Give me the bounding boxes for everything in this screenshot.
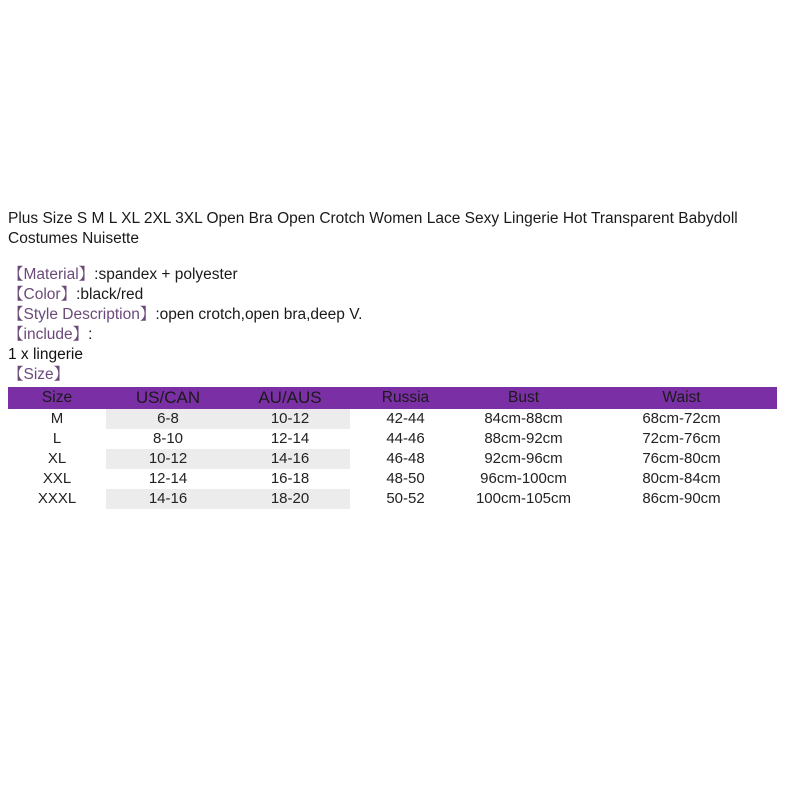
cell-au-aus: 18-20 <box>230 489 350 509</box>
spec-value: :black/red <box>76 286 144 303</box>
header-size: Size <box>8 387 106 409</box>
spec-include: 【include】: <box>8 326 93 343</box>
spec-color: 【Color】:black/red <box>8 286 144 303</box>
table-row <box>8 449 777 469</box>
cell-size: XXL <box>42 470 72 487</box>
table-row <box>8 489 777 509</box>
spec-material: 【Material】:spandex + polyester <box>8 266 238 283</box>
cell-us-can: 8-10 <box>152 430 184 447</box>
cell-us-can: 6-8 <box>106 409 230 429</box>
size-heading-label: Size <box>23 366 54 383</box>
spec-style-description: 【Style Description】:open crotch,open bra,deep V. <box>8 306 363 323</box>
spec-label: Material <box>23 266 79 283</box>
cell-bust: 88cm-92cm <box>484 430 563 447</box>
spec-label: Style Description <box>23 306 140 323</box>
cell-russia: 50-52 <box>386 490 425 507</box>
cell-size: M <box>50 410 64 427</box>
cell-waist: 80cm-84cm <box>642 470 721 487</box>
cell-waist: 68cm-72cm <box>642 410 721 427</box>
product-title: Plus Size S M L XL 2XL 3XL Open Bra Open Crotch Women Lace Sexy Lingerie Hot Transparent Babydoll Costumes Nuisette <box>8 210 738 247</box>
cell-bust: 100cm-105cm <box>475 490 572 507</box>
cell-size: XXXL <box>37 490 77 507</box>
table-row <box>8 409 777 429</box>
header-waist: Waist <box>586 387 777 409</box>
cell-russia: 42-44 <box>386 410 425 427</box>
cell-us-can: 10-12 <box>106 449 230 469</box>
cell-bust: 96cm-100cm <box>480 470 567 487</box>
cell-au-aus: 12-14 <box>270 430 310 447</box>
cell-bust: 84cm-88cm <box>484 410 563 427</box>
cell-size: XL <box>47 450 67 467</box>
cell-bust: 92cm-96cm <box>484 450 563 467</box>
cell-au-aus: 14-16 <box>230 449 350 469</box>
cell-us-can: 12-14 <box>148 470 188 487</box>
spec-label: include <box>23 326 73 343</box>
cell-us-can: 14-16 <box>106 489 230 509</box>
table-row <box>8 469 777 489</box>
spec-value: :open crotch,open bra,deep V. <box>155 306 363 323</box>
cell-waist: 72cm-76cm <box>642 430 721 447</box>
header-us-can: US/CAN <box>106 387 230 409</box>
header-russia: Russia <box>350 387 461 409</box>
cell-au-aus: 16-18 <box>270 470 310 487</box>
spec-list <box>8 265 788 385</box>
spec-label: Color <box>23 286 61 303</box>
cell-au-aus: 10-12 <box>230 409 350 429</box>
include-text: 1 x lingerie <box>8 346 83 363</box>
spec-value: : <box>88 326 93 343</box>
table-row <box>8 429 777 449</box>
cell-waist: 86cm-90cm <box>642 490 721 507</box>
size-heading: 【Size】 <box>8 366 70 383</box>
header-au-aus: AU/AUS <box>230 387 350 409</box>
header-bust: Bust <box>461 387 586 409</box>
cell-russia: 44-46 <box>386 430 425 447</box>
spec-value: :spandex + polyester <box>94 266 238 283</box>
cell-size: L <box>52 430 62 447</box>
size-table-header-row <box>8 387 777 409</box>
size-chart-table <box>8 387 777 509</box>
cell-russia: 48-50 <box>386 470 425 487</box>
cell-russia: 46-48 <box>386 450 425 467</box>
cell-waist: 76cm-80cm <box>642 450 721 467</box>
